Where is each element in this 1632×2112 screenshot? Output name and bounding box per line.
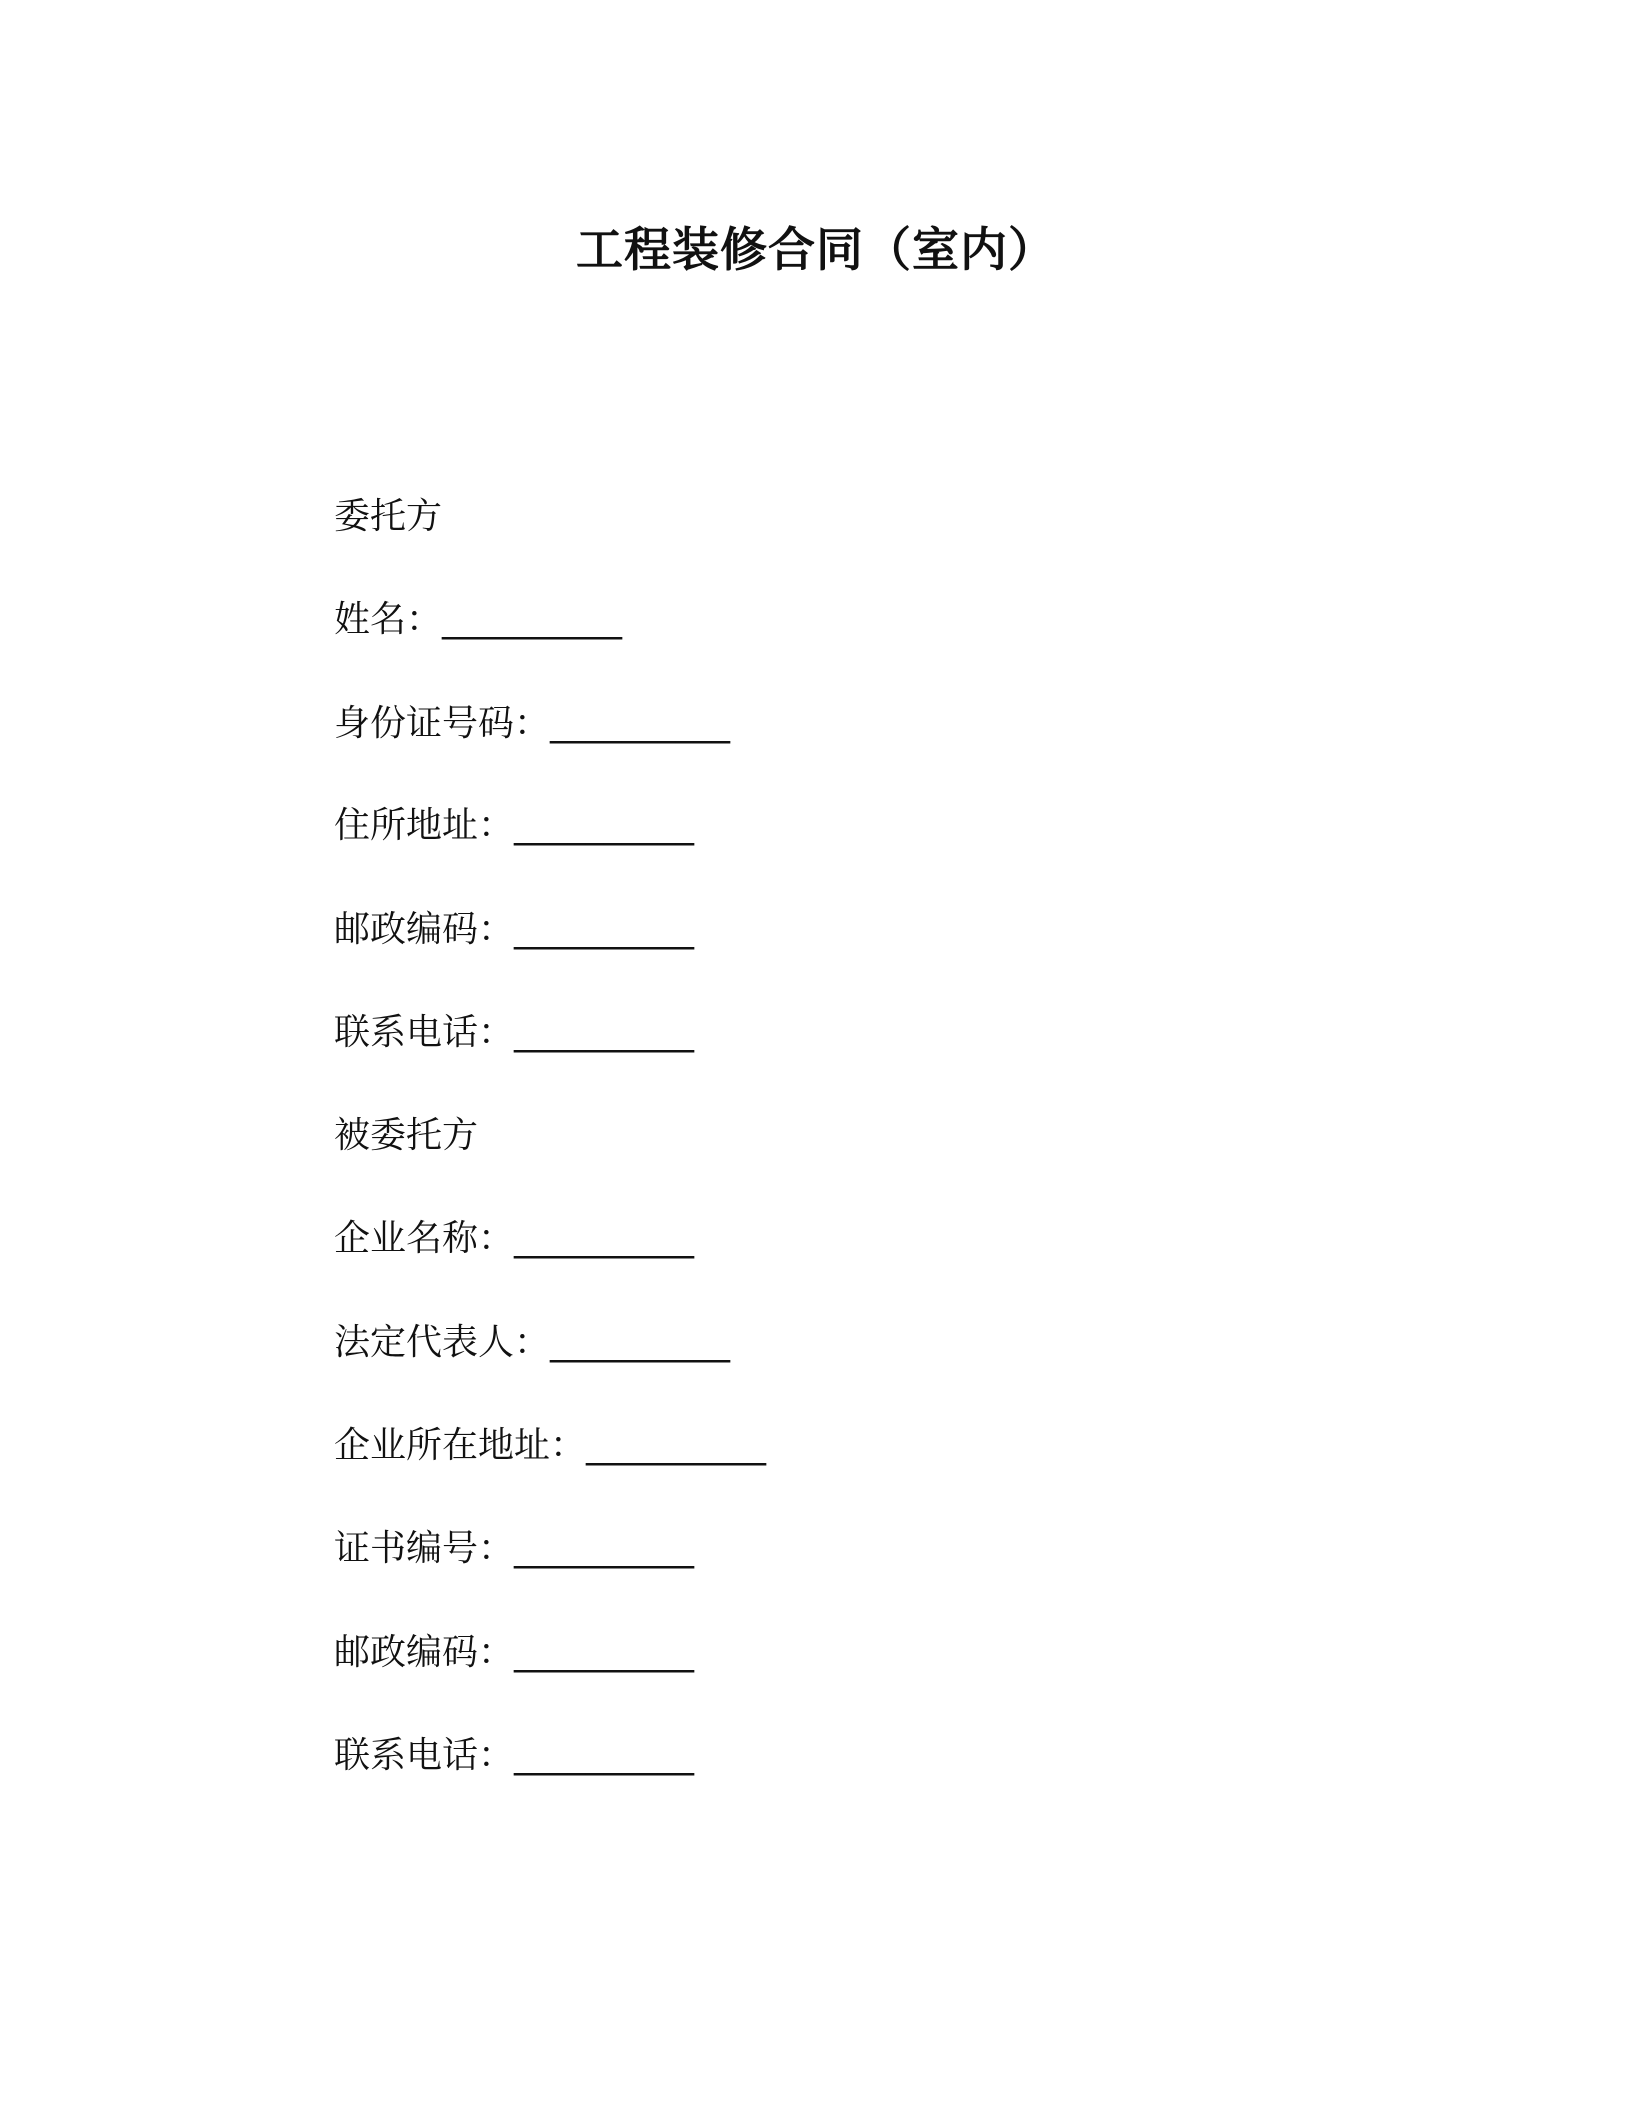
field-label: 身份证号码： <box>334 703 551 744</box>
client-heading: 委托方 <box>334 496 443 537</box>
fill-in-blank: __________ <box>586 1425 767 1466</box>
field-label: 住所地址： <box>334 805 515 846</box>
fill-in-blank: __________ <box>514 805 695 846</box>
field-label: 企业名称： <box>334 1218 515 1259</box>
contractor-address-field <box>334 1421 766 1471</box>
client-phone-field <box>334 1008 694 1058</box>
field-label: 邮政编码： <box>334 1632 515 1673</box>
fill-in-blank: __________ <box>514 1735 695 1776</box>
contractor-legal-rep-field <box>334 1318 730 1368</box>
page-title: 工程装修合同（室内） <box>576 223 1056 278</box>
field-label: 证书编号： <box>334 1528 515 1569</box>
client-id-number-field <box>334 699 730 749</box>
fill-in-blank: __________ <box>514 1012 695 1053</box>
field-label: 联系电话： <box>334 1012 515 1053</box>
contractor-postal-code-field <box>334 1628 694 1678</box>
client-address-field <box>334 801 694 851</box>
field-label: 邮政编码： <box>334 909 515 950</box>
contractor-company-name-field <box>334 1214 694 1264</box>
field-label: 姓名： <box>334 599 443 640</box>
contractor-certificate-number-field <box>334 1524 694 1574</box>
fill-in-blank: __________ <box>514 909 695 950</box>
fill-in-blank: __________ <box>514 1218 695 1259</box>
contractor-phone-field <box>334 1731 694 1781</box>
field-label: 联系电话： <box>334 1735 515 1776</box>
fill-in-blank: __________ <box>442 599 623 640</box>
fill-in-blank: __________ <box>550 1322 731 1363</box>
field-label: 企业所在地址： <box>334 1425 587 1466</box>
contractor-heading: 被委托方 <box>334 1115 479 1156</box>
client-postal-code-field <box>334 905 694 955</box>
client-name-field <box>334 595 622 645</box>
fill-in-blank: __________ <box>514 1528 695 1569</box>
fill-in-blank: __________ <box>514 1632 695 1673</box>
field-label: 法定代表人： <box>334 1322 551 1363</box>
fill-in-blank: __________ <box>550 703 731 744</box>
